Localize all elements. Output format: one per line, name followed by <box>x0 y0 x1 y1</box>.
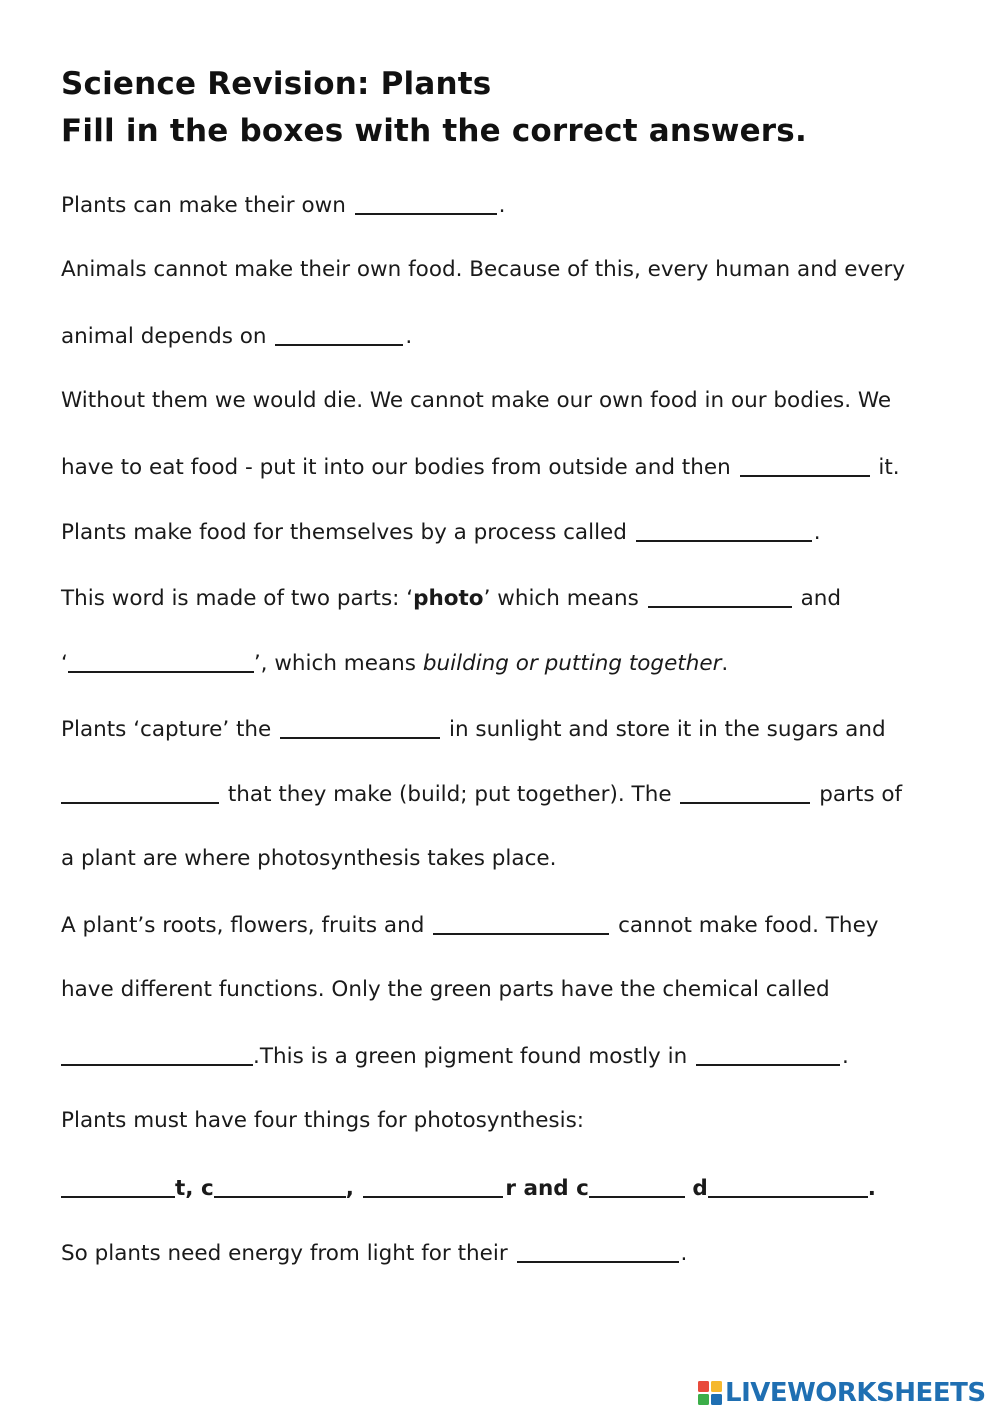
text: Plants must have four things for photosynthesis: <box>61 1108 585 1133</box>
answer-blank-14[interactable] <box>214 1176 346 1198</box>
liveworksheets-logo-text: LIVEWORKSHEETS <box>725 1378 986 1408</box>
text: and <box>800 586 842 611</box>
text: . <box>721 651 729 676</box>
answer-blank-8[interactable] <box>61 782 219 804</box>
bold-word: photo <box>413 586 484 611</box>
answer-blank-6[interactable] <box>68 651 254 673</box>
answer-blank-12[interactable] <box>696 1044 840 1066</box>
answer-blank-13[interactable] <box>61 1176 175 1198</box>
sentence-7 <box>61 583 841 613</box>
answer-blank-5[interactable] <box>648 586 792 608</box>
text: Plants can make their own <box>61 193 346 218</box>
sentence-12 <box>61 910 879 940</box>
sentence-10 <box>61 779 902 809</box>
text: , <box>345 1176 354 1201</box>
liveworksheets-logo[interactable] <box>697 1376 986 1410</box>
answer-blank-10[interactable] <box>433 913 609 935</box>
text: d <box>692 1176 708 1201</box>
answer-blank-9[interactable] <box>680 782 810 804</box>
text: . <box>813 520 821 545</box>
text: A plant’s roots, flowers, fruits and <box>61 913 425 938</box>
text: ’, which means <box>253 651 416 676</box>
answer-blank-16[interactable] <box>589 1176 685 1198</box>
text: . <box>842 1044 849 1069</box>
sentence-3 <box>61 321 412 351</box>
sentence-5 <box>61 452 900 482</box>
answer-blank-11[interactable] <box>61 1044 253 1066</box>
text: . <box>498 193 506 218</box>
sentence-9 <box>61 714 886 744</box>
worksheet-title: Science Revision: Plants <box>61 66 492 102</box>
text: Plants ‘capture’ the <box>61 717 272 742</box>
text: animal depends on <box>61 324 267 349</box>
sentence-1 <box>61 190 506 220</box>
answer-blank-3[interactable] <box>740 455 870 477</box>
sentence-4 <box>61 387 891 415</box>
text: r and c <box>505 1176 589 1201</box>
text: parts of <box>819 782 903 807</box>
text: Plants make food for themselves by a process called <box>61 520 627 545</box>
answer-blank-15[interactable] <box>363 1176 503 1198</box>
sentence-14 <box>61 1041 849 1071</box>
answer-blank-4[interactable] <box>636 520 812 542</box>
italic-text: building or putting together <box>422 651 722 676</box>
text: t, <box>175 1176 194 1201</box>
text: Animals cannot make their own food. Because of this, every human and every <box>61 257 906 282</box>
sentence-13 <box>61 976 830 1004</box>
sentence-2 <box>61 256 905 284</box>
text: ‘ <box>61 651 68 676</box>
answer-blank-1[interactable] <box>355 193 497 215</box>
answer-blank-18[interactable] <box>517 1241 679 1263</box>
sentence-11 <box>61 845 556 873</box>
sentence-17 <box>61 1238 687 1268</box>
answer-blank-17[interactable] <box>708 1176 868 1198</box>
text: . <box>405 324 413 349</box>
answer-blank-7[interactable] <box>280 717 440 739</box>
text: Without them we would die. We cannot make our own food in our bodies. We <box>61 388 892 413</box>
text: cannot make food. They <box>618 913 879 938</box>
text: This word is made of two parts: ‘ <box>61 586 414 611</box>
sentence-16 <box>61 1173 876 1203</box>
sentence-6 <box>61 517 821 547</box>
text: So plants need energy from light for their <box>61 1241 508 1266</box>
text: . <box>680 1241 688 1266</box>
text: that they make (build; put together). The <box>227 782 672 807</box>
text: . <box>867 1176 876 1201</box>
sentence-15 <box>61 1107 584 1135</box>
text: ’ which means <box>483 586 639 611</box>
text: it. <box>878 455 900 480</box>
answer-blank-2[interactable] <box>275 324 403 346</box>
text: .This is a green pigment found mostly in <box>253 1044 688 1069</box>
text: in sunlight and store it in the sugars and <box>448 717 886 742</box>
worksheet-instructions: Fill in the boxes with the correct answers. <box>61 113 807 149</box>
liveworksheets-logo-icon <box>697 1379 723 1407</box>
sentence-8 <box>61 648 728 678</box>
text: have different functions. Only the green parts have the chemical called <box>61 977 830 1002</box>
text: c <box>200 1176 214 1201</box>
text: have to eat food - put it into our bodies from outside and then <box>61 455 731 480</box>
text: a plant are where photosynthesis takes place. <box>61 846 557 871</box>
